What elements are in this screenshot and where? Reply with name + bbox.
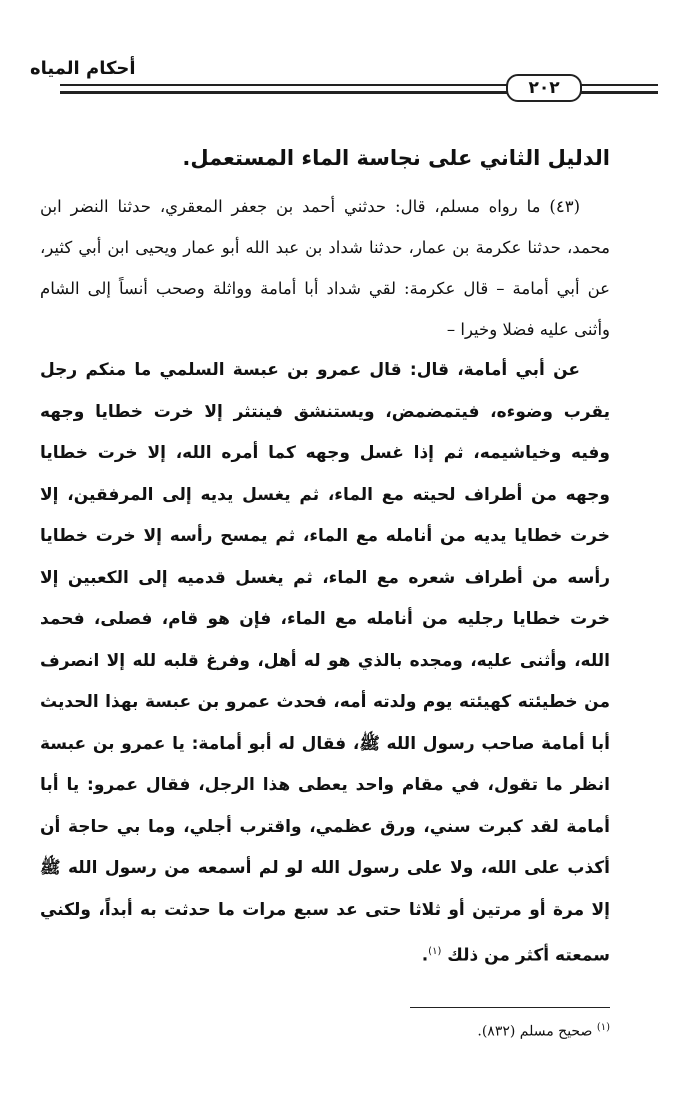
hadith-text: عن أبي أمامة، قال: قال عمرو بن عبسة السلمي ما منكم رجل يقرب وضوءه، فيتمضمض، ويستنشق فينتثر إلا خرت خطايا وجهه وفيه وخياشيمه، ثم إذا غسل وجهه كما أمره الله، إلا خرت خطايا وجهه من أطراف لحيته مع الماء، ثم يغسل يديه إلى المرفقين، إلا خرت خطايا يديه من أنامله مع الماء، ثم يمسح رأسه إلا خرت خطايا رأسه من أطراف شعره مع الماء، ثم يغسل قدميه إلى الكعبين إلا خرت خطايا رجليه من أنامله مع الماء، فإن هو قام، فصلى، فحمد الله، وأثنى عليه، ومجده بالذي هو له أهل، وفرغ قلبه لله إلا انصرف من خطيئته كهيئته يوم ولدته أمه، فحدث عمرو بن عبسة بهذا الحديث أبا أمامة صاحب رسول الله ﷺ، فقال له أبو أمامة: يا عمرو بن عبسة انظر ما تقول، في مقام واحد يعطى هذا الرجل، فقال عمرو: يا أبا أمامة لقد كبرت سني، ورق عظمي، واقترب أجلي، وما بي حاجة أن أكذب على الله، ولا على رسول الله لو لم أسمعه من رسول الله ﷺ إلا مرة أو مرتين أو ثلاثا حتى عد سبع مرات ما حدثت به أبداً، ولكني سمعته أكثر من ذلك (40, 360, 610, 966)
body-text (40, 186, 610, 977)
paragraph-isnad: (٤٣) ما رواه مسلم، قال: حدثني أحمد بن جعفر المعقري، حدثنا النضر ابن محمد، حدثنا عكرمة بن عمار، حدثنا شداد بن عبد الله أبو عمار ويحيى ابن أبي كثير، عن أبي أمامة – قال عكرمة: لقي شداد أبا أمامة وواثلة وصحب أنساً إلى الشام وأثنى عليه فضلا وخيرا – (40, 197, 610, 339)
book-title: أحكام المياه (30, 58, 136, 79)
footnote-divider (410, 1007, 610, 1008)
footnote-text: صحيح مسلم (٨٣٢). (477, 1023, 593, 1040)
page-number: ٢٠٢ (506, 74, 582, 102)
footnote-reference: (١) (428, 946, 442, 957)
footnote (477, 1022, 610, 1040)
footnote-number: (١) (596, 1022, 610, 1033)
section-heading: الدليل الثاني على نجاسة الماء المستعمل. (182, 146, 610, 170)
paragraph-hadith: عن أبي أمامة، قال: قال عمرو بن عبسة السلمي ما منكم رجل يقرب وضوءه، فيتمضمض، ويستنشق فينتثر إلا خرت خطايا وجهه وفيه وخياشيمه، ثم إذا غسل وجهه كما أمره الله، إلا خرت خطايا وجهه من أطراف لحيته مع الماء، ثم يغسل يديه إلى المرفقين، إلا خرت خطايا يديه من أنامله مع الماء، ثم يمسح رأسه إلا خرت خطايا رأسه من أطراف شعره مع الماء، ثم يغسل قدميه إلى الكعبين إلا خرت خطايا رجليه من أنامله مع الماء، فإن هو قام، فصلى، فحمد الله، وأثنى عليه، ومجده بالذي هو له أهل، وفرغ قلبه لله إلا انصرف من خطيئته كهيئته يوم ولدته أمه، فحدث عمرو بن عبسة بهذا الحديث أبا أمامة صاحب رسول الله ﷺ، فقال له أبو أمامة: يا عمرو بن عبسة انظر ما تقول، في مقام واحد يعطى هذا الرجل، فقال عمرو: يا أبا أمامة لقد كبرت سني، ورق عظمي، واقترب أجلي، وما بي حاجة أن أكذب على الله، ولا على رسول الله لو لم أسمعه من رسول الله ﷺ إلا مرة أو مرتين أو ثلاثا حتى عد سبع مرات ما حدثت به أبداً، ولكني سمعته أكثر من ذلك $^{(١)}$. (40, 360, 610, 966)
